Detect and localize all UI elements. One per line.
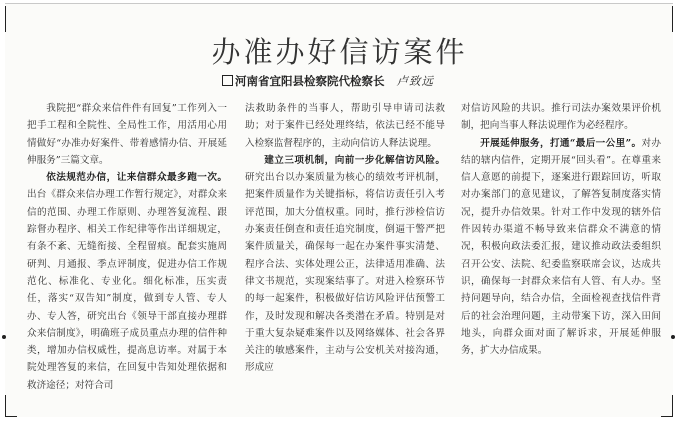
paragraph: 对信访风险的共识。推行司法办案效果评价机制，把向当事人释法说理作为必经程序。 — [461, 103, 661, 132]
paragraph: 我院把“群众来信件件有回复”工作列入一把手工程和全院性、全局性工作，用活用心用情做好“办准办好案件、带着感情办信、开展延伸服务”三篇文章。 — [27, 103, 227, 166]
byline-box-icon — [222, 75, 233, 86]
paragraph — [461, 135, 661, 360]
paragraph — [27, 169, 227, 394]
crop-mark-top-right-v — [672, 6, 673, 32]
paragraph-body: 出台《群众来信办理工作暂行规定》，对群众来信的范围、办理工作原则、办理答复流程、跟踪督办程序、相关工作纪律等作出详细规定，有条不紊、无缝衔接、全程留痕。配套实施周研判、月通报、季点评制度，促进办信工作规范化、标准化、专业化。细化标准，压实责任，落实“双告知”制度，做到专人管、专人办、专人答，研究出台《领导干部直接办理群众来信制度》，明确班子成员重点办理的信件种类，增加办信权威性，提高息访率。对属于本院处理答复的来信，在回复中告知处理依据和救济途径；对符合司 — [27, 189, 227, 391]
crop-mark-bottom-right-v — [672, 395, 673, 417]
article-column-2 — [245, 100, 445, 377]
crop-mark-bottom-left-v — [5, 395, 6, 417]
article-title: 办准办好信访案件 — [211, 35, 468, 69]
crop-mark-mid-left — [2, 335, 6, 339]
paragraph-heading: 建立三项机制，向前一步化解信访风险。 — [264, 154, 445, 166]
paragraph — [245, 152, 445, 377]
paragraph-heading: 依法规范办信，让来信群众最多跑一次。 — [46, 172, 227, 184]
byline-author: 卢致远 — [396, 74, 434, 88]
paragraph: 法救助条件的当事人，帮助引导申请司法救助；对于案件已经处理终结，依法已经不能导入检察监督程序的，主动向信访人释法说理。 — [245, 103, 445, 149]
paragraph-body: 研究出台以办案质量为核心的绩效考评机制，把案件质量作为关键指标，将信访责任引入考评范围，加大分值权重。同时，推行涉检信访办案责任倒查和责任追究制度，倒逼干警严把案件质量关，确保每一起在办案件事实清楚、程序合法、实体处理公正，法律适用准确、法律文书规范，实现案结事了。对进入检察环节的每一起案件，积极做好信访风险评估预警工作，及时发现和解决各类潜在矛盾。特别是对于重大复杂疑难案件以及网络媒体、社会各界关注的敏感案件，主动与公安机关对接沟通，形成应 — [245, 172, 445, 374]
crop-mark-bottom-right-h — [661, 416, 673, 417]
crop-mark-bottom-left-h — [5, 416, 17, 417]
paragraph-body: 对办结的辖内信件，定期开展“回头看”。在尊重来信人意愿的前提下，逐案进行跟踪回访，听取对办案部门的意见建议，了解答复制度落实情况，提升办信效果。针对工作中发现的辖外信件因转办渠道不畅导致来信群众不满意的情况，积极向政法委汇报，建议推动政法委组织召开公安、法院、纪委监察联席会议，达成共识，确保每一封群众来信有人管、有人办。坚持问题导向，结合办信，全面检视查找信件背后的社会治理问题，主动带案下访，深入田间地头，向群众面对面了解诉求，开展延伸服务，扩大办信成果。 — [461, 137, 661, 357]
crop-mark-mid-right — [671, 335, 675, 339]
article-column-3 — [461, 100, 661, 359]
byline — [222, 73, 434, 89]
byline-org: 河南省宜阳县检察院代检察长 — [235, 74, 385, 88]
article-column-1 — [27, 100, 227, 394]
crop-mark-top-left-v — [5, 6, 6, 32]
paragraph-heading: 开展延伸服务，打通“最后一公里”。 — [480, 137, 642, 149]
top-border-line — [5, 3, 673, 4]
